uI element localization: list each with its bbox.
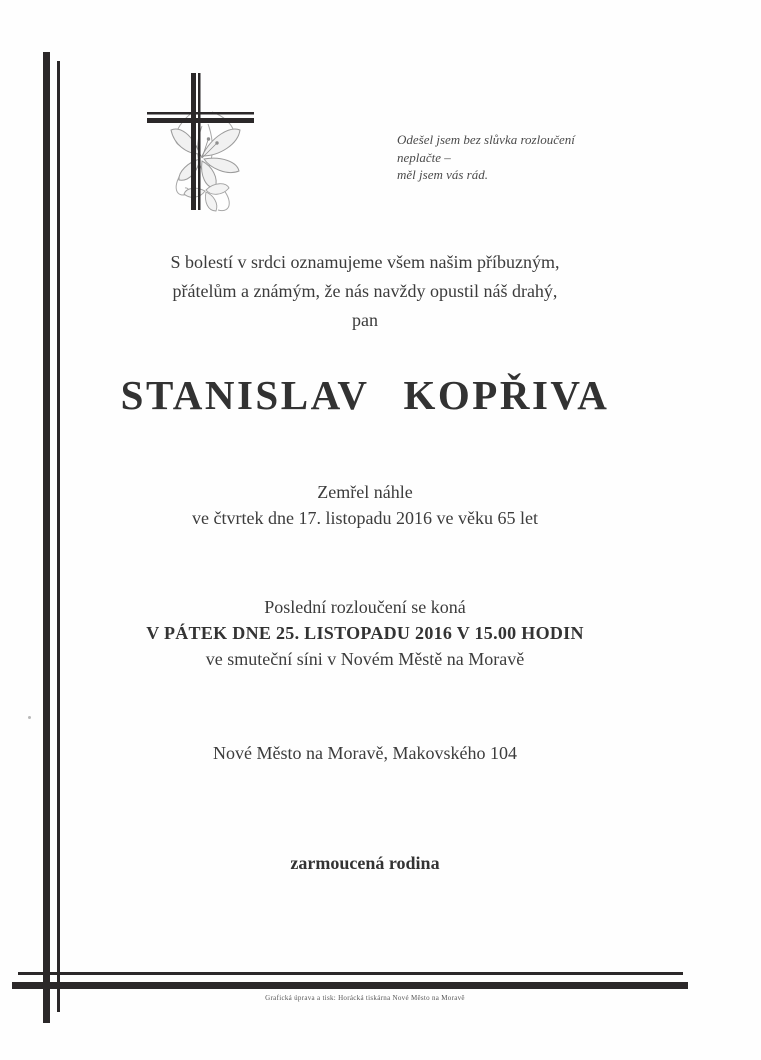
motto-line: měl jsem vás rád. <box>397 167 488 182</box>
motto-text <box>397 131 575 184</box>
motto-line: neplačte – <box>397 149 451 165</box>
announcement-text <box>45 248 685 335</box>
cross-with-lily-icon <box>138 66 265 223</box>
bottom-border-thick-line <box>12 982 688 989</box>
signature-line: zarmoucená rodina <box>290 853 440 873</box>
motto-line: Odešel jsem bez slůvka rozloučení <box>397 132 575 147</box>
farewell-intro-line: Poslední rozloučení se koná <box>264 597 466 617</box>
bottom-border-thin-line <box>18 972 683 975</box>
death-info <box>45 479 685 531</box>
farewell-place-line: ve smuteční síni v Novém Městě na Moravě <box>205 649 525 669</box>
death-info-line: Zemřel náhle <box>317 482 413 502</box>
farewell-datetime-line: V PÁTEK DNE 25. LISTOPADU 2016 V 15.00 HODIN <box>146 623 584 643</box>
scan-speck <box>28 716 31 719</box>
left-border-thick-line <box>43 52 50 1023</box>
print-credit: Grafická úprava a tisk: Horácká tiskárna Nové Město na Moravě <box>265 994 465 1002</box>
announcement-line: přátelům a známým, že nás navždy opustil náš drahý, <box>172 281 558 301</box>
announcement-line: pan <box>352 310 378 330</box>
announcement-line: S bolestí v srdci oznamujeme všem našim příbuzným, <box>170 252 560 272</box>
farewell-info <box>45 594 685 672</box>
address-line: Nové Město na Moravě, Makovského 104 <box>213 743 517 763</box>
death-info-line: ve čtvrtek dne 17. listopadu 2016 ve věku 65 let <box>192 508 538 528</box>
deceased-name: STANISLAV KOPŘIVA <box>120 372 610 418</box>
